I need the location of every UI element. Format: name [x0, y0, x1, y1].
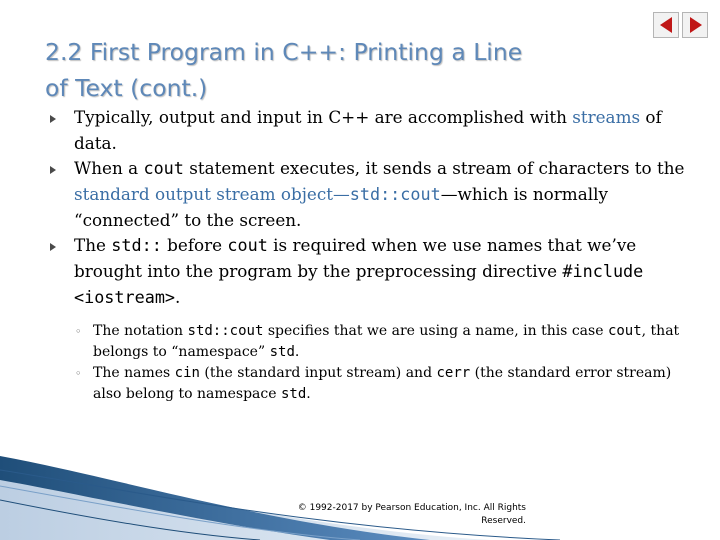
bullet-2-text-end: —which is normally “connected” to the screen.	[74, 184, 608, 230]
bullet-3	[50, 232, 690, 310]
sub-bullet-circle-icon: ◦	[75, 367, 82, 380]
sub-bullet-1-text-mid2: , that belongs to “namespace”	[93, 323, 680, 360]
sub-bullet-2-text: The names	[93, 365, 175, 381]
code-std-cout: std::cout	[349, 184, 441, 204]
sub-bullet-2	[50, 363, 690, 405]
code-include-iostream: #include <iostream>	[74, 261, 644, 307]
code-std-prefix: std::	[111, 235, 162, 255]
next-slide-button[interactable]	[682, 12, 708, 38]
bullet-2-text-mid: statement executes, it sends a stream of characters to the	[183, 158, 685, 178]
bullet-1-text: Typically, output and input in C++ are accomplished with	[74, 107, 573, 127]
code-std: std	[280, 386, 307, 402]
code-std-cout: std::cout	[187, 323, 264, 339]
sub-bullet-circle-icon: ◦	[75, 325, 82, 338]
sub-bullet-2-text-mid2: (the standard error stream) also belong to namespace	[93, 365, 672, 402]
title-line-1: 2.2 First Program in C++: Printing a Line	[45, 38, 523, 66]
sub-bullet-1-text-mid: specifies that we are using a name, in this case	[263, 323, 608, 339]
slide-content	[50, 104, 690, 405]
copyright-footer	[263, 502, 526, 528]
bullet-3-text-mid: before	[161, 235, 228, 255]
sub-bullet-1	[50, 321, 690, 363]
right-triangle-icon	[690, 17, 702, 33]
bullet-1-text-end: of data.	[74, 107, 662, 153]
code-cout: cout	[607, 323, 642, 339]
sub-bullet-1-text: The notation	[93, 323, 188, 339]
code-cin: cin	[174, 365, 200, 381]
sub-bullet-1-text-end: .	[294, 344, 300, 360]
bullet-3-text-mid2: is required when we use names that we’ve brought into the program by the preprocessing directive	[74, 235, 637, 281]
bullet-2	[50, 155, 690, 233]
slide-title	[45, 34, 665, 106]
bullet-3-text: The	[74, 235, 112, 255]
bullet-arrow-icon	[50, 243, 56, 251]
em-dash: —	[332, 184, 350, 204]
bullet-2-text: When a	[74, 158, 144, 178]
code-cout: cout	[227, 235, 268, 255]
code-cout: cout	[143, 158, 184, 178]
sub-bullet-2-text-mid: (the standard input stream) and	[199, 365, 437, 381]
bullet-3-text-end: .	[175, 287, 181, 307]
bullet-1	[50, 104, 690, 156]
code-cerr: cerr	[436, 365, 471, 381]
standard-output-stream-term: standard output stream object	[74, 184, 333, 204]
bullet-arrow-icon	[50, 115, 56, 123]
code-std: std	[269, 344, 295, 360]
sub-bullet-2-text-end: .	[306, 386, 311, 402]
bullet-arrow-icon	[50, 166, 56, 174]
footer-line-2: Reserved.	[481, 516, 526, 526]
streams-term: streams	[572, 107, 641, 127]
footer-line-1: © 1992-2017 by Pearson Education, Inc. All Rights	[297, 503, 526, 513]
left-triangle-icon	[660, 17, 672, 33]
title-line-2: of Text (cont.)	[45, 74, 208, 102]
